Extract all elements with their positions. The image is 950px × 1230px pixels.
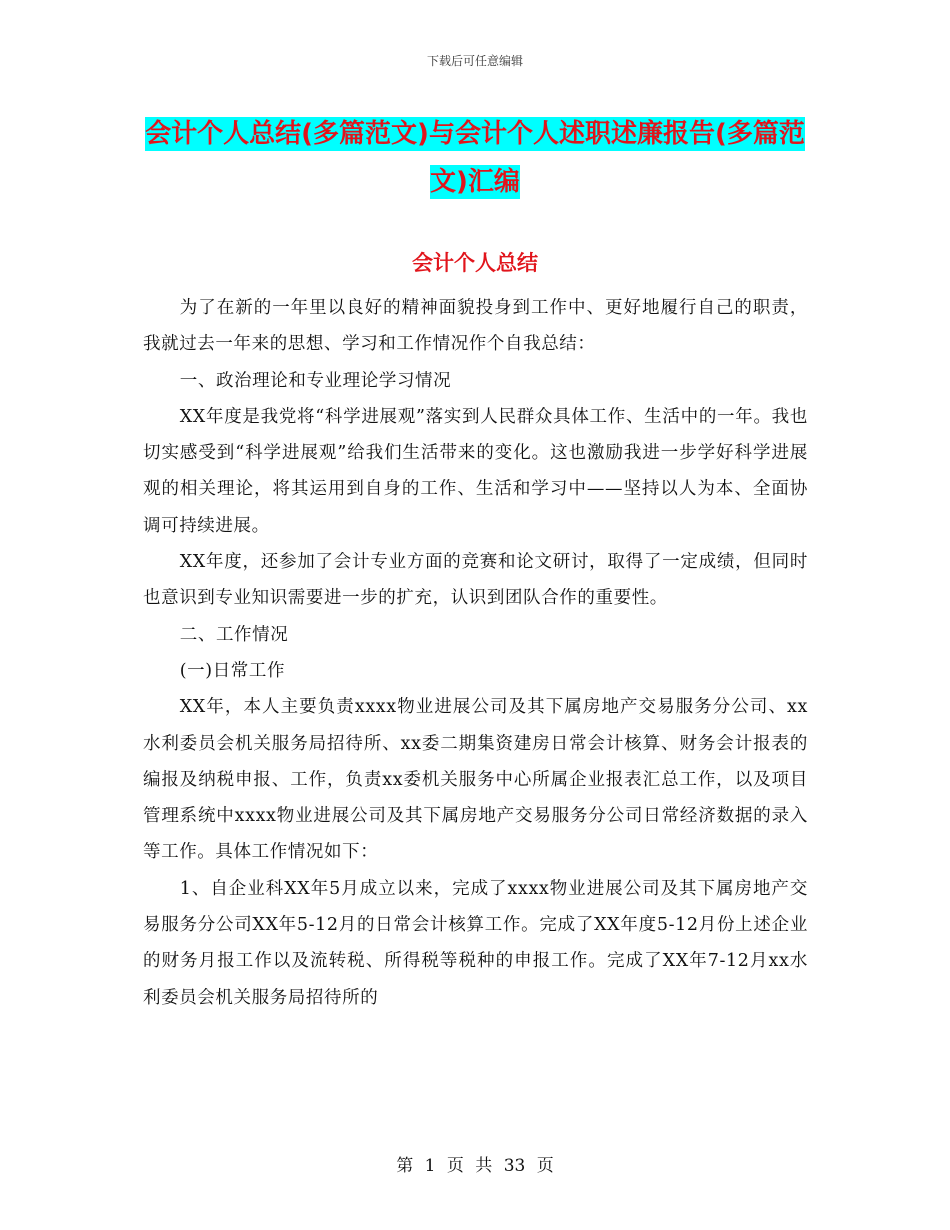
paragraph-competition: XX年度，还参加了会计专业方面的竞赛和论文研讨，取得了一定成绩，但同时也意识到专业知识需要进一步的扩充，认识到团队合作的重要性。 bbox=[143, 552, 808, 609]
section-title: 会计个人总结 bbox=[412, 251, 538, 275]
paragraph-intro: 为了在新的一年里以良好的精神面貌投身到工作中、更好地履行自己的职责，我就过去一年来的思想、学习和工作情况作个自我总结： bbox=[143, 298, 808, 355]
paragraph-responsibilities: XX年，本人主要负责xxxx物业进展公司及其下属房地产交易服务分公司、xx水利委员会机关服务局招待所、xx委二期集资建房日常会计核算、财务会计报表的编报及纳税申报、工作，负责xx委机关服务中心所属企业报表汇总工作，以及项目管理系统中xxxx物业进展公司及其下属房地产交易服务分公司日常经济数据的录入等工作。具体工作情况如下： bbox=[143, 697, 808, 863]
paragraph-science-outlook: XX年度是我党将“科学进展观”落实到人民群众具体工作、生活中的一年。我也切实感受到“科学进展观”给我们生活带来的变化。这也激励我进一步学好科学进展观的相关理论，将其运用到自身的工作、生活和学习中——坚持以人为本、全面协调可持续进展。 bbox=[143, 406, 808, 536]
document-body bbox=[143, 290, 808, 1016]
heading-daily-work: (一)日常工作 bbox=[179, 660, 286, 681]
heading-political-study: 一、政治理论和专业理论学习情况 bbox=[179, 370, 452, 391]
heading-work-situation: 二、工作情况 bbox=[179, 624, 289, 645]
page-header-note: 下载后可任意编辑 bbox=[426, 54, 523, 68]
document-title-text: 会计个人总结(多篇范文)与会计个人述职述廉报告(多篇范文)汇编 bbox=[145, 119, 805, 197]
paragraph-item-1: 1、自企业科XX年5月成立以来，完成了xxxx物业进展公司及其下属房地产交易服务分公司XX年5-12月的日常会计核算工作。完成了XX年度5-12月份上述企业的财务月报工作以及流转税、所得税等税种的申报工作。完成了XX年7-12月xx水利委员会机关服务局招待所的 bbox=[143, 878, 808, 1008]
page-number: 第 1 页 共 33 页 bbox=[396, 1156, 554, 1176]
document-title bbox=[140, 110, 810, 206]
